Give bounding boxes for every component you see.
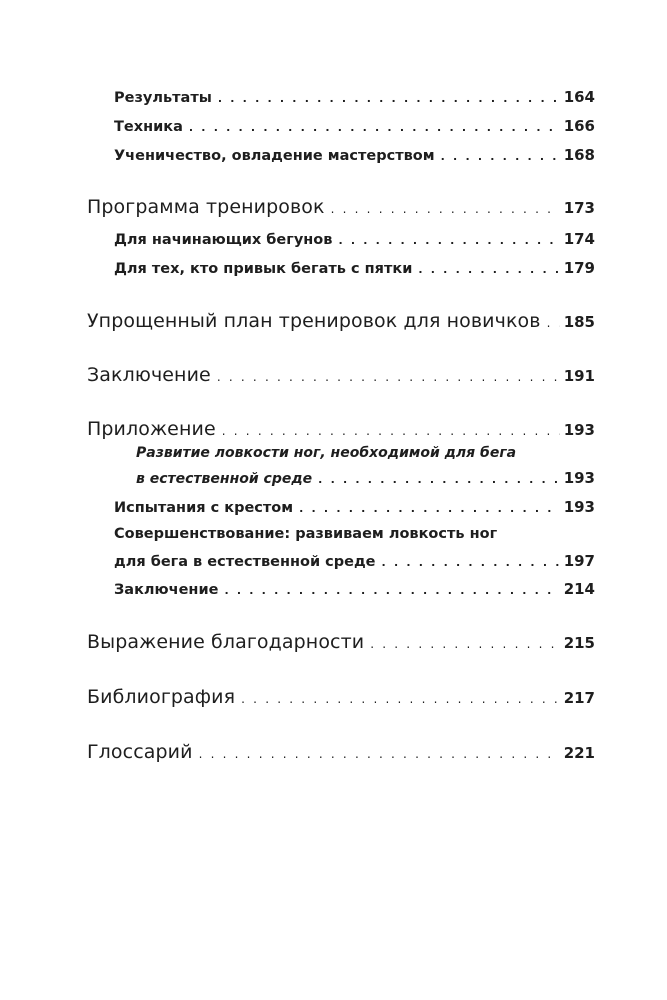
toc-entry-page: 197 bbox=[563, 552, 595, 570]
toc-entry-title: в естественной среде bbox=[136, 471, 313, 487]
toc-chapter-bibliography[interactable] bbox=[87, 686, 595, 708]
toc-entry-title: Заключение bbox=[114, 582, 219, 598]
dot-leader bbox=[370, 637, 559, 651]
toc-italic-entry-line1[interactable]: Развитие ловкости ног, необходимой для бега bbox=[136, 445, 517, 461]
toc-chapter-training-program[interactable] bbox=[87, 196, 595, 218]
toc-entry-title: Для тех, кто привык бегать с пятки bbox=[114, 261, 413, 277]
toc-chapter-appendix[interactable] bbox=[87, 418, 595, 440]
dot-leader bbox=[189, 121, 560, 134]
toc-entry-beginners[interactable] bbox=[114, 230, 595, 248]
toc-entry-appendix-conclusion[interactable] bbox=[114, 580, 595, 598]
dot-leader bbox=[199, 747, 560, 761]
toc-entry-results[interactable] bbox=[114, 88, 595, 106]
toc-entry-apprenticeship[interactable] bbox=[114, 146, 595, 164]
toc-chapter-title: Библиография bbox=[87, 686, 236, 708]
toc-entry-page: 193 bbox=[563, 498, 595, 516]
toc-chapter-page: 217 bbox=[563, 689, 595, 707]
toc-entry-title: Результаты bbox=[114, 90, 212, 106]
toc-chapter-title: Приложение bbox=[87, 418, 216, 440]
toc-entry-improvement-line1[interactable]: Совершенствование: развиваем ловкость ног bbox=[114, 526, 498, 542]
toc-entry-page: 193 bbox=[563, 469, 595, 487]
toc-chapter-title: Глоссарий bbox=[87, 741, 193, 763]
toc-entry-title: Техника bbox=[114, 119, 183, 135]
dot-leader bbox=[418, 263, 559, 276]
toc-chapter-page: 193 bbox=[563, 421, 595, 439]
toc-entry-technique[interactable] bbox=[114, 117, 595, 135]
dot-leader bbox=[382, 556, 560, 569]
toc-entry-page: 168 bbox=[563, 146, 595, 164]
dot-leader bbox=[241, 692, 560, 706]
toc-entry-title: Для начинающих бегунов bbox=[114, 232, 333, 248]
toc-italic-entry[interactable] bbox=[136, 469, 595, 487]
toc-chapter-page: 185 bbox=[563, 313, 595, 331]
toc-chapter-conclusion[interactable] bbox=[87, 364, 595, 386]
toc-chapter-title: Заключение bbox=[87, 364, 211, 386]
toc-entry-title: Ученичество, овладение мастерством bbox=[114, 148, 435, 164]
dot-leader bbox=[299, 502, 560, 515]
toc-chapter-title: Выражение благодарности bbox=[87, 631, 365, 653]
dot-leader bbox=[224, 584, 559, 597]
toc-entry-page: 179 bbox=[563, 259, 595, 277]
toc-chapter-simplified-plan[interactable] bbox=[87, 310, 595, 332]
dot-leader bbox=[338, 234, 559, 247]
toc-chapter-glossary[interactable] bbox=[87, 741, 595, 763]
dot-leader bbox=[217, 370, 560, 384]
toc-entry-page: 214 bbox=[563, 580, 595, 598]
toc-entry-page: 174 bbox=[563, 230, 595, 248]
dot-leader bbox=[222, 424, 560, 438]
toc-entry-page: 166 bbox=[563, 117, 595, 135]
toc-chapter-title: Упрощенный план тренировок для новичков bbox=[87, 310, 541, 332]
dot-leader bbox=[218, 92, 560, 105]
toc-entry-page: 164 bbox=[563, 88, 595, 106]
dot-leader bbox=[547, 316, 560, 330]
toc-entry-title: Испытания с крестом bbox=[114, 500, 294, 516]
dot-leader bbox=[318, 473, 560, 486]
toc-entry-cross-trials[interactable] bbox=[114, 498, 595, 516]
toc-chapter-page: 173 bbox=[563, 199, 595, 217]
toc-entry-title: для бега в естественной среде bbox=[114, 554, 376, 570]
toc-chapter-page: 221 bbox=[563, 744, 595, 762]
toc-chapter-page: 215 bbox=[563, 634, 595, 652]
toc-entry-improvement[interactable] bbox=[114, 552, 595, 570]
toc-chapter-page: 191 bbox=[563, 367, 595, 385]
toc-chapter-title: Программа тренировок bbox=[87, 196, 325, 218]
toc-chapter-acknowledgements[interactable] bbox=[87, 631, 595, 653]
toc-entry-heel-strikers[interactable] bbox=[114, 259, 595, 277]
dot-leader bbox=[331, 202, 560, 216]
dot-leader bbox=[441, 150, 560, 163]
